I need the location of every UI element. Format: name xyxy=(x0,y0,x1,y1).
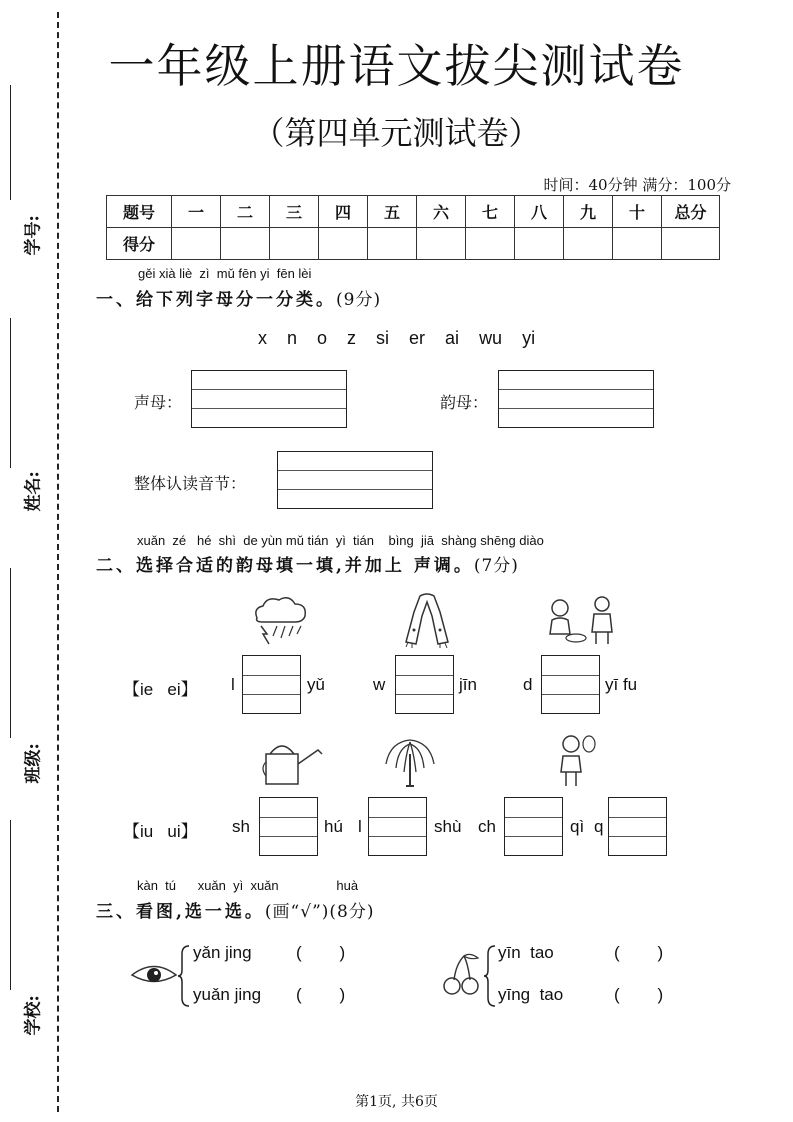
willow-tree-icon xyxy=(380,734,440,788)
section3-pinyin: kàn tú xuǎn yì xuǎn huà xyxy=(137,878,359,893)
score-blank-cell[interactable] xyxy=(417,228,466,260)
table-cell: 十 xyxy=(613,196,662,228)
table-cell: 八 xyxy=(515,196,564,228)
scarf-icon xyxy=(400,592,454,648)
table-cell: 六 xyxy=(417,196,466,228)
right-brace xyxy=(484,944,496,1008)
score-table xyxy=(106,195,720,260)
yunmu-label: 韵母： xyxy=(440,393,489,412)
student-id-label: 学号: xyxy=(23,215,44,256)
table-cell: 五 xyxy=(368,196,417,228)
score-blank-cell[interactable] xyxy=(270,228,319,260)
rain-cloud-icon xyxy=(247,594,311,646)
score-blank-cell[interactable] xyxy=(613,228,662,260)
zhengti-answer-box[interactable] xyxy=(277,451,433,509)
right-option-2: yīng tao xyxy=(498,985,564,1004)
left-option-1: yǎn jing xyxy=(193,943,252,962)
section3-points: (画“√”)(8分) xyxy=(264,902,375,922)
table-cell: 四 xyxy=(319,196,368,228)
word3-rest: yī fu xyxy=(605,675,638,694)
shengmu-answer-box[interactable] xyxy=(191,370,347,428)
table-cell: 九 xyxy=(564,196,613,228)
table-cell: 二 xyxy=(221,196,270,228)
class-line xyxy=(10,568,11,738)
children-laundry-icon xyxy=(546,594,618,646)
binding-dashed-line xyxy=(57,12,59,1112)
shengmu-label: 声母： xyxy=(134,393,183,412)
word1-rest: yǔ xyxy=(307,675,325,694)
word1-initial: l xyxy=(231,675,235,694)
yunmu-answer-box[interactable] xyxy=(498,370,654,428)
word4-initial: sh xyxy=(232,817,250,836)
right-option-1: yīn tao xyxy=(498,943,554,962)
letters-list: x n o z si er ai wu yi xyxy=(258,328,536,348)
name-label: 姓名: xyxy=(23,471,44,512)
score-blank-cell[interactable] xyxy=(466,228,515,260)
table-cell: 三 xyxy=(270,196,319,228)
word7-initial: q xyxy=(594,817,604,836)
school-label: 学校: xyxy=(23,995,44,1036)
right-option-1-paren[interactable]: ( ) xyxy=(614,943,664,962)
time-info: 时间：40分钟 满分：100分 xyxy=(543,176,731,194)
word5-rest: shù xyxy=(434,817,462,836)
left-option-2: yuǎn jing xyxy=(193,985,262,1004)
word6-rest: qì xyxy=(570,817,585,836)
iu-ui-group-label: 【iu ui】 xyxy=(123,822,198,841)
girl-balloon-icon xyxy=(553,732,599,790)
left-option-1-paren[interactable]: ( ) xyxy=(296,943,346,962)
table-row xyxy=(107,228,720,260)
section3-title: 三、看图,选一选。 xyxy=(96,902,265,922)
section1-heading xyxy=(96,285,381,310)
name-line xyxy=(10,318,11,468)
page-number: 第1页, 共6页 xyxy=(355,1094,438,1110)
fill-box[interactable] xyxy=(368,797,427,856)
section2-title: 二、选择合适的韵母填一填,并加上 声调。 xyxy=(96,556,474,576)
table-cell: 总分 xyxy=(662,196,720,228)
fill-box[interactable] xyxy=(504,797,563,856)
fill-box[interactable] xyxy=(395,655,454,714)
word2-initial: w xyxy=(373,675,386,694)
fill-box[interactable] xyxy=(608,797,667,856)
cherry-icon xyxy=(440,952,482,996)
page-subtitle: （第四单元测试卷） xyxy=(252,114,541,152)
section3-heading xyxy=(96,897,374,922)
right-option-2-paren[interactable]: ( ) xyxy=(614,985,664,1004)
eye-icon xyxy=(130,962,178,988)
score-blank-cell[interactable] xyxy=(368,228,417,260)
table-cell: 题号 xyxy=(107,196,172,228)
score-blank-cell[interactable] xyxy=(172,228,221,260)
table-cell: 得分 xyxy=(107,228,172,260)
section2-heading xyxy=(96,551,519,576)
section1-pinyin: gěi xià liè zì mǔ fēn yi fēn lèi xyxy=(138,266,312,281)
word4-rest: hú xyxy=(324,817,343,836)
score-blank-cell[interactable] xyxy=(319,228,368,260)
section2-pinyin: xuǎn zé hé shì de yùn mǔ tián yì tián bìng jiā shàng shēng diào xyxy=(137,533,544,548)
fill-box[interactable] xyxy=(541,655,600,714)
section2-points: (7分) xyxy=(473,556,519,576)
section1-points: (9分) xyxy=(336,290,382,310)
word6-initial: ch xyxy=(478,817,496,836)
page-title: 一年级上册语文拔尖测试卷 xyxy=(108,39,685,93)
table-cell: 一 xyxy=(172,196,221,228)
watering-can-icon xyxy=(258,736,324,786)
zhengti-label: 整体认读音节： xyxy=(134,474,247,493)
score-blank-cell[interactable] xyxy=(221,228,270,260)
word2-rest: jīn xyxy=(459,675,477,694)
class-label: 班级: xyxy=(23,743,44,784)
score-blank-cell[interactable] xyxy=(564,228,613,260)
score-blank-cell[interactable] xyxy=(662,228,720,260)
left-option-2-paren[interactable]: ( ) xyxy=(296,985,346,1004)
fill-box[interactable] xyxy=(242,655,301,714)
table-cell: 七 xyxy=(466,196,515,228)
left-brace xyxy=(178,944,190,1008)
school-line xyxy=(10,820,11,990)
section1-title: 一、给下列字母分一分类。 xyxy=(96,290,336,310)
ie-ei-group-label: 【ie ei】 xyxy=(123,680,198,699)
word3-initial: d xyxy=(523,675,533,694)
fill-box[interactable] xyxy=(259,797,318,856)
table-row xyxy=(107,196,720,228)
word5-initial: l xyxy=(358,817,362,836)
score-blank-cell[interactable] xyxy=(515,228,564,260)
